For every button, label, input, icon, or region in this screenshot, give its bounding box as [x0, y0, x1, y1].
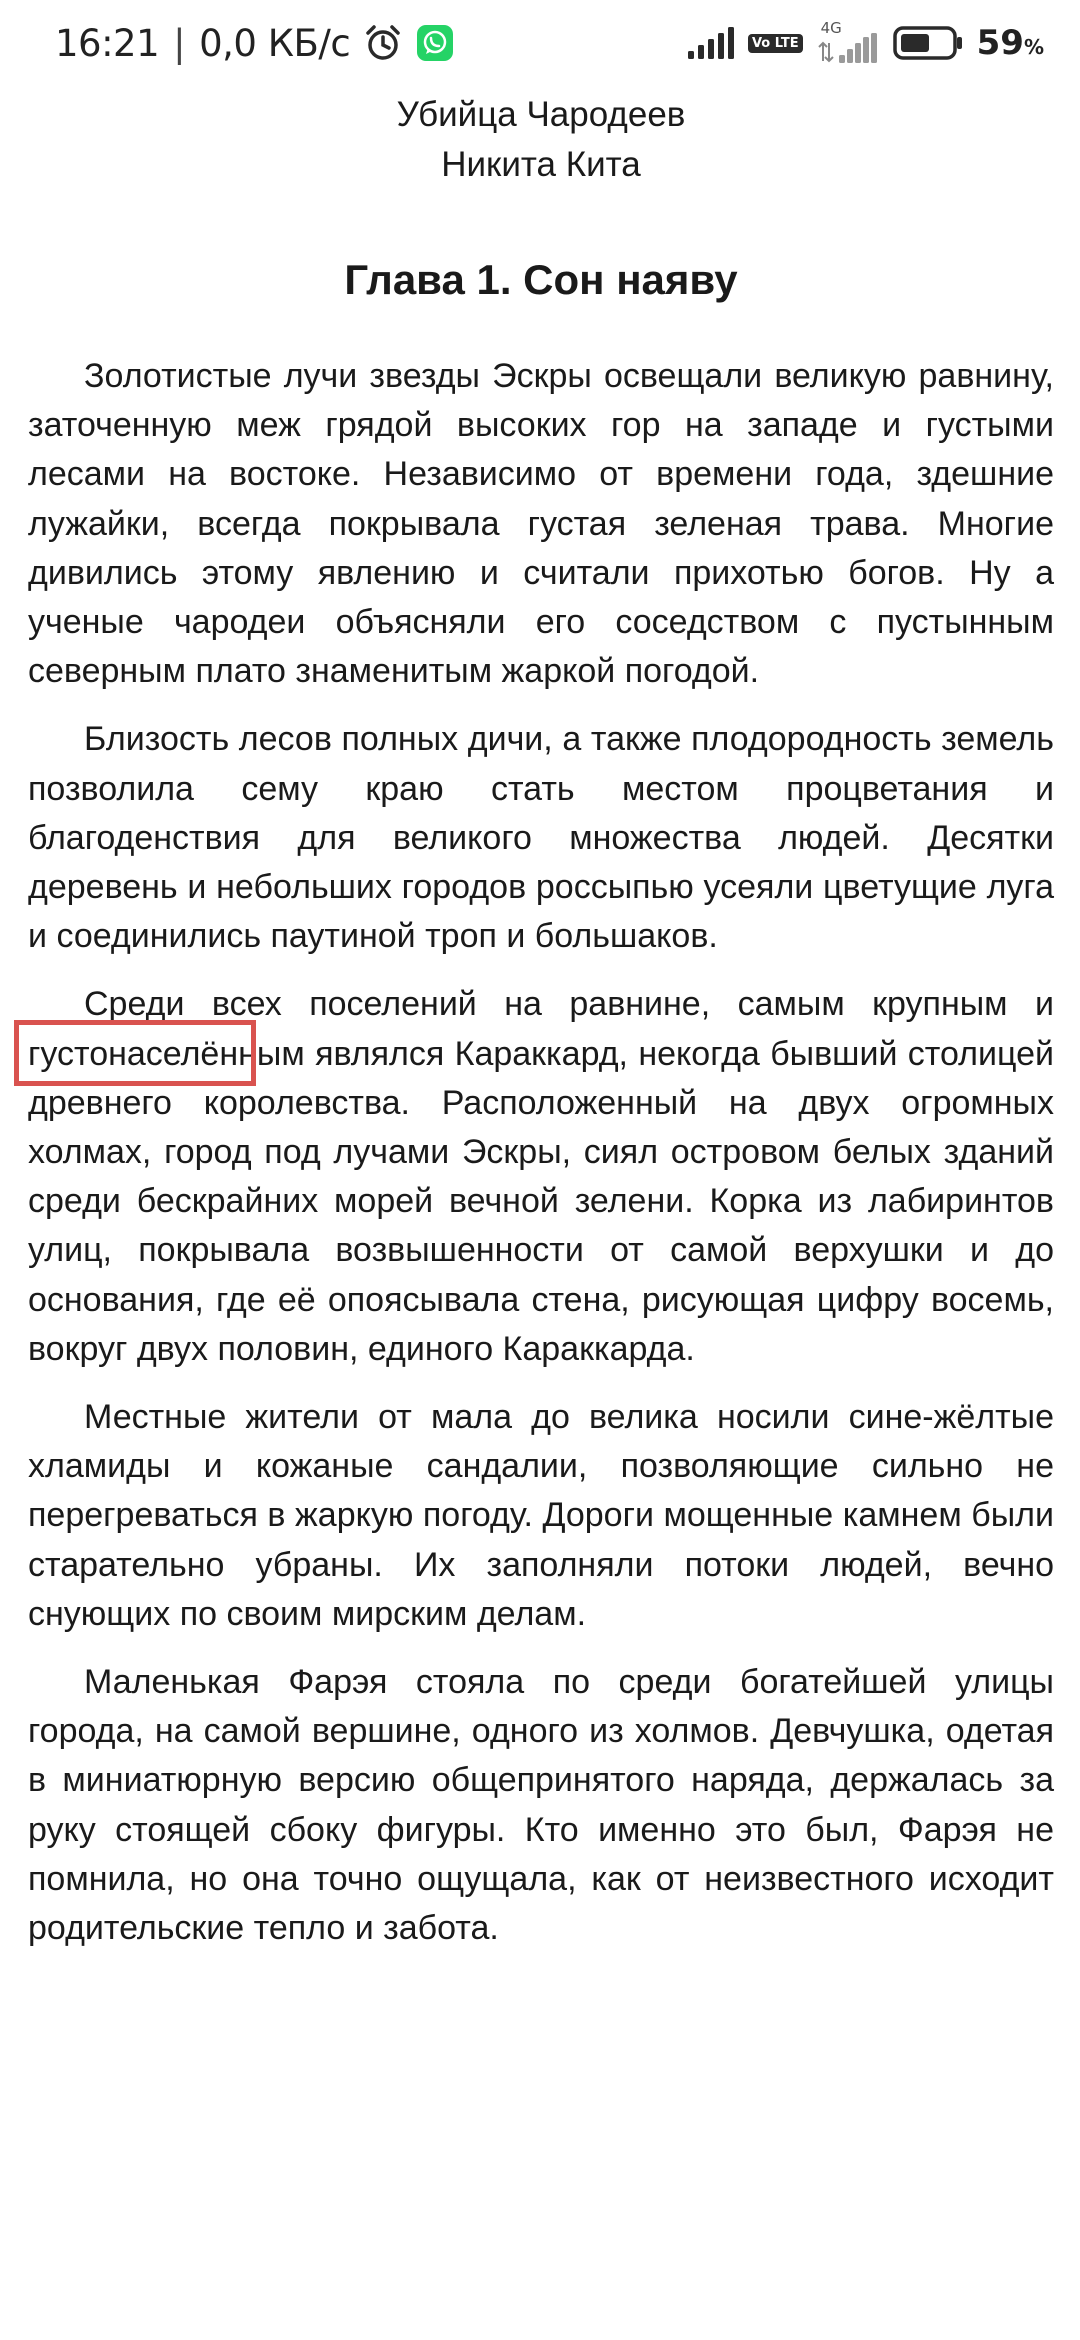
signal-icon — [686, 27, 734, 59]
whatsapp-icon — [416, 24, 454, 62]
network-type-label: 4G — [820, 19, 842, 37]
paragraph: Местные жители от мала до велика носили сине-жёлтые хламиды и кожаные сандалии, позволяющие сильно не перегреваться в жаркую погоду. Дороги мощенные камнем были старательно убраны. Их заполняли потоки людей, вечно снующих по своим мирским делам. — [28, 1398, 1054, 1633]
chapter-body — [28, 352, 1054, 1953]
battery-percent-value: 59 — [976, 23, 1024, 63]
alarm-icon — [364, 24, 402, 62]
battery-percent-unit: % — [1023, 35, 1044, 59]
volte-icon: Vo LTE — [748, 34, 803, 53]
status-net-speed: 0,0 КБ/с — [199, 21, 351, 65]
status-bar-right — [686, 19, 1044, 63]
book-title: Убийца Чародеев — [396, 95, 686, 134]
paragraph: Среди всех поселений на равнине, самым крупным и густонаселённым являлся Караккард, некогда бывший столицей древнего королевства. Расположенный на двух огромных холмах, город под лучами Эскры, сиял островом белых зданий среди бескрайних морей вечной зелени. Корка из лабиринтов улиц, покрывала возвышенности от самой верхушки и до основания, где её опоясывала стена, рисующая цифру восемь, вокруг двух половин, единого Караккарда. — [28, 985, 1054, 1368]
paragraph: Близость лесов полных дичи, а также плодородность земель позволила сему краю стать местом процветания и благоденствия для великого множества людей. Десятки деревень и небольших городов россыпью усеяли цветущие луга и соединились паутиной троп и большаков. — [28, 720, 1054, 956]
status-bar-left — [55, 22, 454, 65]
status-separator: | — [173, 21, 186, 65]
status-time: 16:21 — [55, 21, 160, 65]
paragraph: Маленькая Фарэя стояла по среди богатейшей улицы города, на самой вершине, одного из холмов. Девчушка, одетая в миниатюрную версию общепринятого наряда, держалась за руку стоящей сбоку фигуры. Кто именно это был, Фарэя не помнила, но она точно ощущала, как от неизвестного исходит родительские тепло и забота. — [28, 1663, 1054, 1948]
signal-4g-icon — [817, 19, 879, 63]
status-bar — [0, 0, 1080, 86]
book-author: Никита Кита — [441, 145, 641, 184]
battery-percent — [977, 23, 1044, 63]
reader-page[interactable] — [28, 86, 1054, 1972]
paragraph: Золотистые лучи звезды Эскры освещали великую равнину, заточенную меж грядой высоких гор на западе и густыми лесами на востоке. Независимо от времени года, здешние лужайки, всегда покрывала густая зеленая трава. Многие дивились этому явлению и считали прихотью богов. Ну а ученые чародеи объясняли его соседством с пустынным северным плато знаменитым жаркой погодой. — [28, 357, 1054, 691]
battery-icon — [893, 26, 963, 60]
chapter-title: Глава 1. Сон наяву — [344, 256, 738, 303]
